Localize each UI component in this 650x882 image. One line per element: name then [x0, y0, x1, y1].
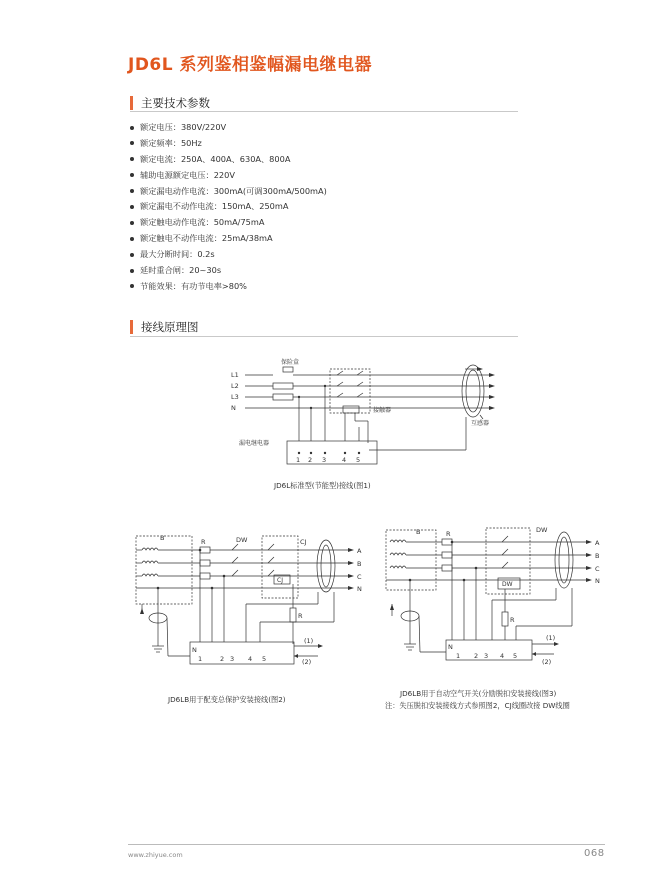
wiring-diagram-3 — [376, 522, 612, 672]
line-label: L1 — [231, 371, 239, 379]
wiring-diagram-1 — [225, 355, 515, 473]
spec-item: 节能效果：有功节电率>80% — [130, 279, 327, 295]
terminal-label: 2 — [220, 655, 225, 663]
fuse-label: R — [446, 530, 451, 538]
spec-item: 额定漏电不动作电流：150mA、250mA — [130, 199, 327, 215]
fuse-label: R — [201, 538, 206, 546]
signal-label: (1) — [304, 637, 314, 645]
terminal-label: 3 — [484, 652, 489, 660]
transformer-b-label: B — [416, 528, 421, 536]
spec-item: 额定触电动作电流：50mA/75mA — [130, 215, 327, 231]
relay-label: 漏电继电器 — [239, 440, 270, 447]
resistor-label: R — [298, 612, 303, 620]
page-title: JD6L 系列鉴相鉴幅漏电继电器 — [128, 55, 373, 75]
diagram-1-caption: JD6L标准型(节能型)接线(图1) — [274, 481, 371, 490]
line-label: L2 — [231, 382, 239, 390]
output-label: C — [595, 565, 600, 573]
n-label: N — [192, 646, 197, 654]
dw-label: DW — [236, 536, 248, 544]
signal-label: (2) — [302, 658, 312, 666]
dw-label: DW — [536, 526, 548, 534]
line-label: N — [231, 404, 236, 412]
terminal-label: 2 — [308, 456, 313, 464]
output-label: C — [357, 573, 362, 581]
terminal-label: 5 — [262, 655, 267, 663]
footer-divider — [128, 844, 605, 845]
cj-coil-label: CJ — [277, 577, 283, 584]
terminal-label: 3 — [322, 456, 327, 464]
spec-item: 最大分断时间：0.2s — [130, 247, 327, 263]
terminal-label: 1 — [456, 652, 461, 660]
wiring-diagram-2 — [128, 528, 368, 670]
spec-item: 额定电流：250A、400A、630A、800A — [130, 152, 327, 168]
line-label: L3 — [231, 393, 239, 401]
section-divider — [130, 336, 518, 337]
spec-item: 额定漏电动作电流：300mA(可调300mA/500mA) — [130, 184, 327, 200]
terminal-label: 5 — [356, 456, 361, 464]
section-heading-wiring: 接线原理图 — [130, 320, 199, 334]
output-label: N — [357, 585, 362, 593]
terminal-label: 4 — [248, 655, 253, 663]
output-label: N — [595, 577, 600, 585]
terminal-label: 2 — [474, 652, 479, 660]
diagram-3-note: 注：失压脱扣安装接线方式参照图2，CJ线圈改接 DW线圈 — [385, 701, 570, 710]
specs-list — [130, 120, 327, 295]
terminal-label: 4 — [342, 456, 347, 464]
output-label: A — [357, 547, 362, 555]
terminal-label: 5 — [513, 652, 518, 660]
spec-item: 额定电压：380V/220V — [130, 120, 327, 136]
cj-label: CJ — [300, 538, 307, 546]
transformer-b-label: B — [160, 534, 165, 542]
spec-item: 辅助电源额定电压：220V — [130, 168, 327, 184]
contactor-label: 接触器 — [373, 407, 392, 414]
output-label: A — [595, 539, 600, 547]
output-label: B — [357, 560, 362, 568]
fuse-box-label: 保险盒 — [281, 359, 300, 366]
output-label: B — [595, 552, 600, 560]
terminal-label: 4 — [500, 652, 505, 660]
n-label: N — [448, 643, 453, 651]
spec-item: 额定频率：50Hz — [130, 136, 327, 152]
section-divider — [130, 111, 518, 112]
resistor-label: R — [510, 616, 515, 624]
signal-label: (1) — [546, 634, 556, 642]
page-number: 068 — [584, 848, 605, 859]
diagram-3-caption: JD6LB用于自动空气开关(分励脱扣安装接线(图3) — [400, 689, 557, 698]
terminal-label: 3 — [230, 655, 235, 663]
terminal-label: 1 — [296, 456, 301, 464]
transformer-label: 互感器 — [471, 420, 490, 427]
signal-label: (2) — [542, 658, 552, 666]
spec-item: 额定触电不动作电流：25mA/38mA — [130, 231, 327, 247]
terminal-label: 1 — [198, 655, 203, 663]
section-heading-specs: 主要技术参数 — [130, 96, 210, 110]
footer-website: www.zhiyue.com — [128, 851, 183, 859]
spec-item: 延时重合闸：20~30s — [130, 263, 327, 279]
diagram-2-caption: JD6LB用于配变总保护安装接线(图2) — [168, 695, 286, 704]
dw-coil-label: DW — [502, 581, 513, 588]
